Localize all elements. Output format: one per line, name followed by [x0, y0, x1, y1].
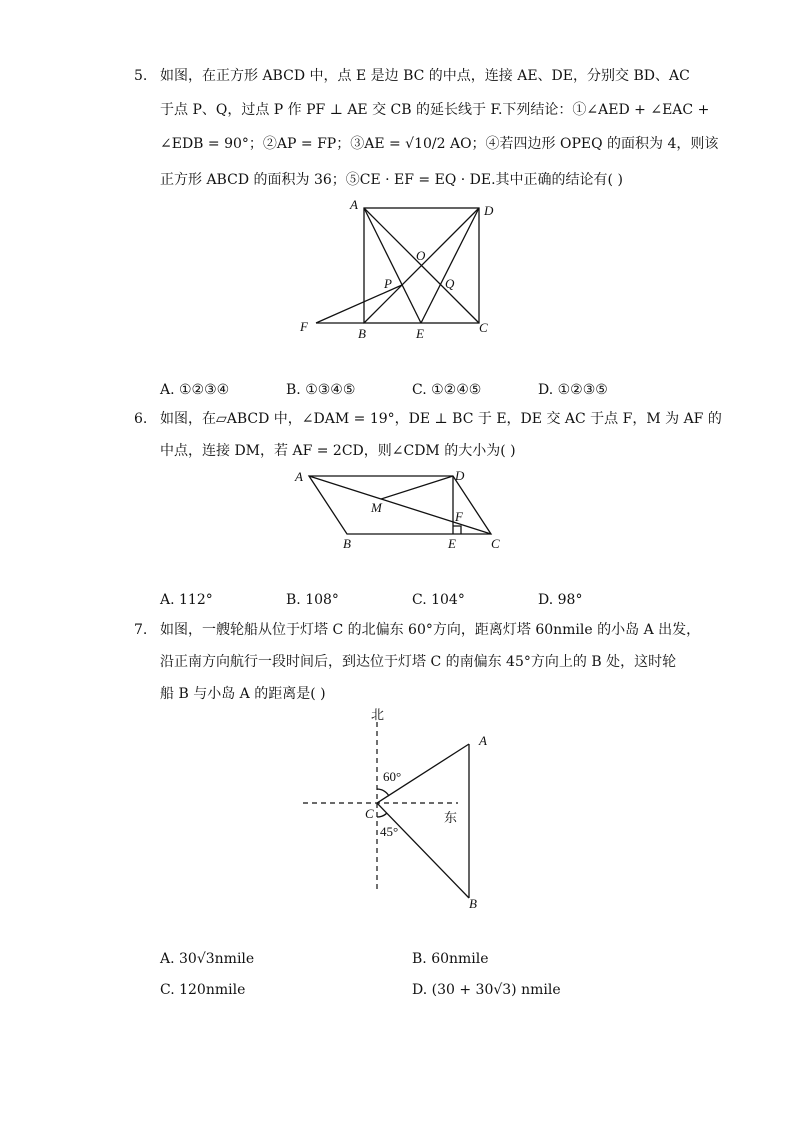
question-7-line-2: 沿正南方向航行一段时间后，到达位于灯塔 C 的南偏东 45°方向上的 B 处，这时轮 — [160, 654, 677, 670]
question-7-number: 7. — [134, 622, 148, 638]
label-b: B — [358, 326, 366, 341]
question-7-line-1: 如图，一艘轮船从位于灯塔 C 的北偏东 60°方向，距离灯塔 60nmile 的小岛 A 出发， — [160, 622, 701, 638]
label-north: 北 — [371, 707, 385, 722]
question-6-option-d[interactable]: D. 98° — [538, 592, 583, 608]
question-7-option-c[interactable]: C. 120nmile — [160, 982, 246, 998]
question-5-line-1: 如图，在正方形 ABCD 中，点 E 是边 BC 的中点，连接 AE、DE，分别交 BD、AC — [160, 68, 690, 84]
label-d: D — [484, 203, 494, 218]
question-5-number: 5. — [134, 68, 148, 84]
question-5-option-d[interactable]: D. ①②③⑤ — [538, 382, 608, 398]
question-7-option-a[interactable]: A. 30√3nmile — [160, 951, 255, 967]
question-6-option-c[interactable]: C. 104° — [412, 592, 465, 608]
question-7-option-d[interactable]: D. (30 + 30√3) nmile — [412, 982, 561, 998]
question-5-line-3: ∠EDB = 90°；②AP = FP；③AE = √10/2 AO；④若四边形 OPEQ 的面积为 4，则该 — [160, 136, 719, 152]
question-7-line-3: 船 B 与小岛 A 的距离是( ) — [160, 686, 326, 702]
label-east: 东 — [444, 810, 458, 825]
angle-arc-60 — [377, 789, 389, 796]
label-c: C — [365, 806, 374, 821]
label-o: O — [416, 248, 426, 263]
label-b: B — [469, 896, 477, 911]
question-6-line-1: 如图，在▱ABCD 中，∠DAM = 19°，DE ⊥ BC 于 E，DE 交 AC 于点 F，M 为 AF 的 — [160, 411, 722, 427]
label-d: D — [455, 468, 465, 483]
label-e: E — [416, 326, 424, 341]
question-6-option-b[interactable]: B. 108° — [286, 592, 339, 608]
label-b: B — [343, 536, 351, 551]
question-5-option-a[interactable]: A. ①②③④ — [160, 382, 230, 398]
label-a: A — [350, 197, 358, 212]
question-6-number: 6. — [134, 411, 148, 427]
angle-arc-45 — [377, 813, 387, 817]
label-a: A — [295, 469, 303, 484]
question-7-option-b[interactable]: B. 60nmile — [412, 951, 489, 967]
question-6-line-2: 中点，连接 DM，若 AF = 2CD，则∠CDM 的大小为( ) — [160, 443, 516, 459]
label-e: E — [448, 536, 456, 551]
label-p: P — [384, 276, 392, 291]
question-5-line-4: 正方形 ABCD 的面积为 36；⑤CE · EF = EQ · DE.其中正确的结论有( ) — [160, 172, 623, 188]
label-angle-60: 60° — [383, 769, 402, 784]
label-f: F — [300, 319, 308, 334]
label-c: C — [491, 536, 500, 551]
question-5-line-2: 于点 P、Q，过点 P 作 PF ⊥ AE 交 CB 的延长线于 F.下列结论：①∠AED + ∠EAC + — [160, 102, 710, 118]
label-a: A — [479, 733, 487, 748]
question-6-option-a[interactable]: A. 112° — [160, 592, 213, 608]
label-q: Q — [445, 276, 455, 291]
label-m: M — [371, 500, 382, 515]
question-5-option-b[interactable]: B. ①③④⑤ — [286, 382, 356, 398]
question-5-option-c[interactable]: C. ①②④⑤ — [412, 382, 482, 398]
label-f: F — [455, 509, 463, 524]
label-c: C — [479, 320, 488, 335]
label-angle-45: 45° — [380, 824, 399, 839]
